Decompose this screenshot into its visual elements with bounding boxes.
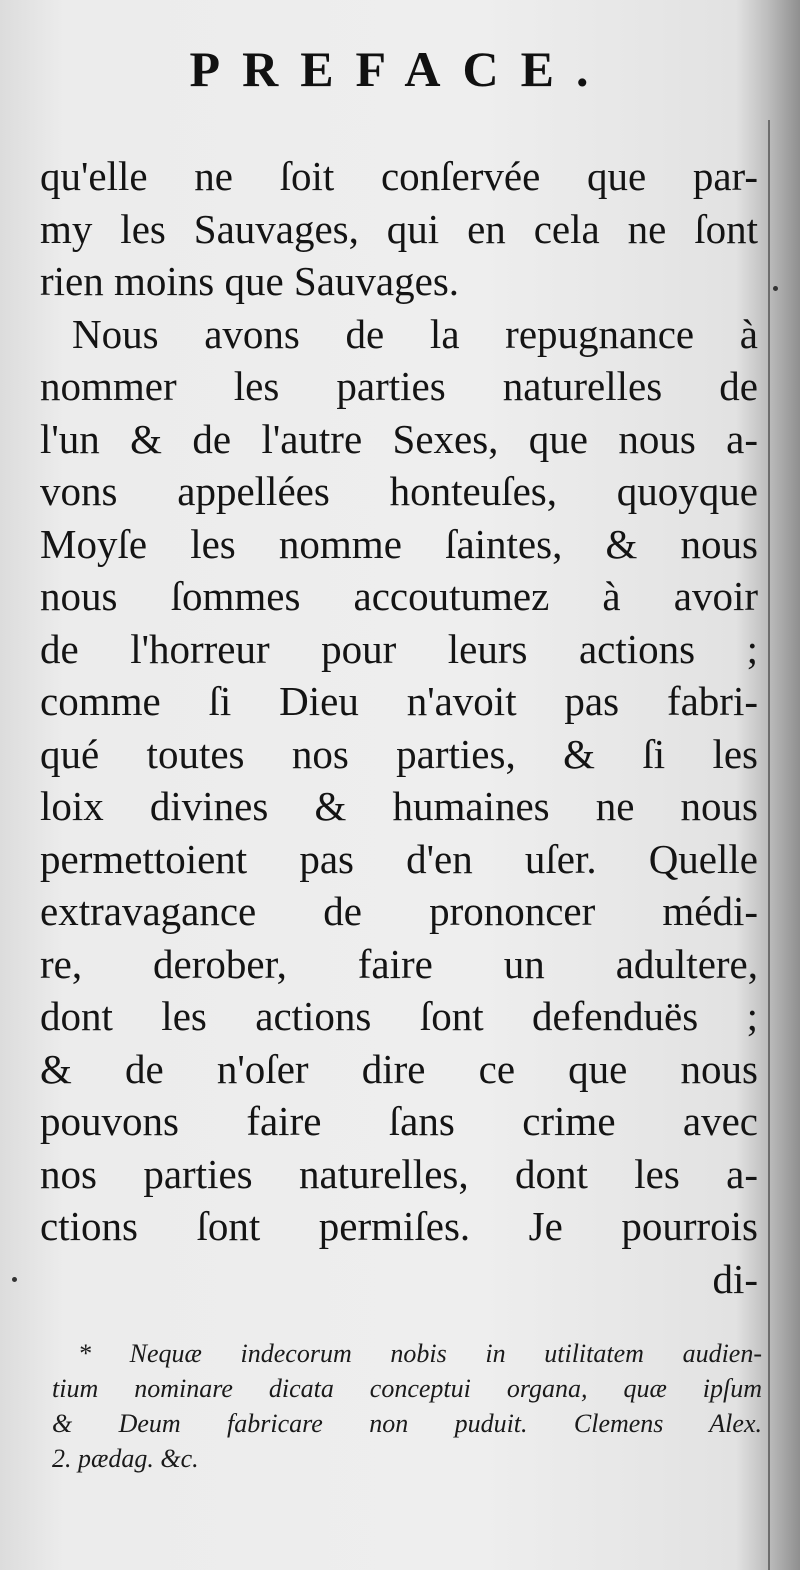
text-line-18: & de n'oſer dire ce que nous — [40, 1045, 758, 1092]
text-line-7: vons appellées honteuſes, quoyque — [40, 468, 758, 514]
text-line-11: comme ſi Dieu n'avoit pas fabri- — [40, 678, 758, 724]
text-line-15: extravagance de prononcer médi- — [40, 888, 758, 934]
margin-speck — [12, 1277, 17, 1282]
running-head: PREFACE. — [189, 41, 611, 97]
text-line-6: l'un & de l'autre Sexes, que nous a- — [40, 415, 758, 462]
footnote-line-2: tium nominare dicata conceptui organa, quæ ipſum — [52, 1374, 762, 1403]
text-line-1: qu'elle ne ſoit conſervée que par- — [40, 153, 758, 199]
text-line-13: loix divines & humaines ne nous — [40, 783, 758, 829]
text-line-16: re, derober, faire un adultere, — [40, 940, 758, 987]
footnote-line-3: & Deum fabricare non puduit. Clemens Alex. — [52, 1409, 762, 1438]
body-text — [40, 150, 758, 1305]
text-line-17: dont les actions ſont defenduës ; — [40, 993, 758, 1039]
text-line-12: qué toutes nos parties, & ſi les — [40, 730, 758, 777]
text-line-3: rien moins que Sauvages. — [40, 258, 460, 304]
text-line-14: permettoient pas d'en uſer. Quelle — [40, 835, 758, 882]
footnote — [52, 1336, 762, 1476]
page-gutter-edge — [768, 120, 770, 1570]
text-line-20: nos parties naturelles, dont les a- — [40, 1150, 758, 1197]
catchword: di- — [712, 1255, 758, 1302]
text-line-19: pouvons faire ſans crime avec — [40, 1098, 758, 1144]
text-line-21: ctions ſont permiſes. Je pourrois — [40, 1203, 758, 1249]
footnote-line-1: * Nequæ indecorum nobis in utilitatem audien- — [78, 1339, 762, 1368]
text-line-8: Moyſe les nomme ſaintes, & nous — [40, 520, 758, 567]
text-line-4: Nous avons de la repugnance à — [72, 310, 758, 357]
text-line-9: nous ſommes accoutumez à avoir — [40, 573, 758, 619]
text-line-2: my les Sauvages, qui en cela ne ſont — [40, 205, 758, 252]
text-line-10: de l'horreur pour leurs actions ; — [40, 625, 758, 672]
margin-speck — [773, 286, 778, 291]
text-line-5: nommer les parties naturelles de — [40, 363, 758, 409]
footnote-line-4: 2. pædag. &c. — [52, 1444, 199, 1473]
